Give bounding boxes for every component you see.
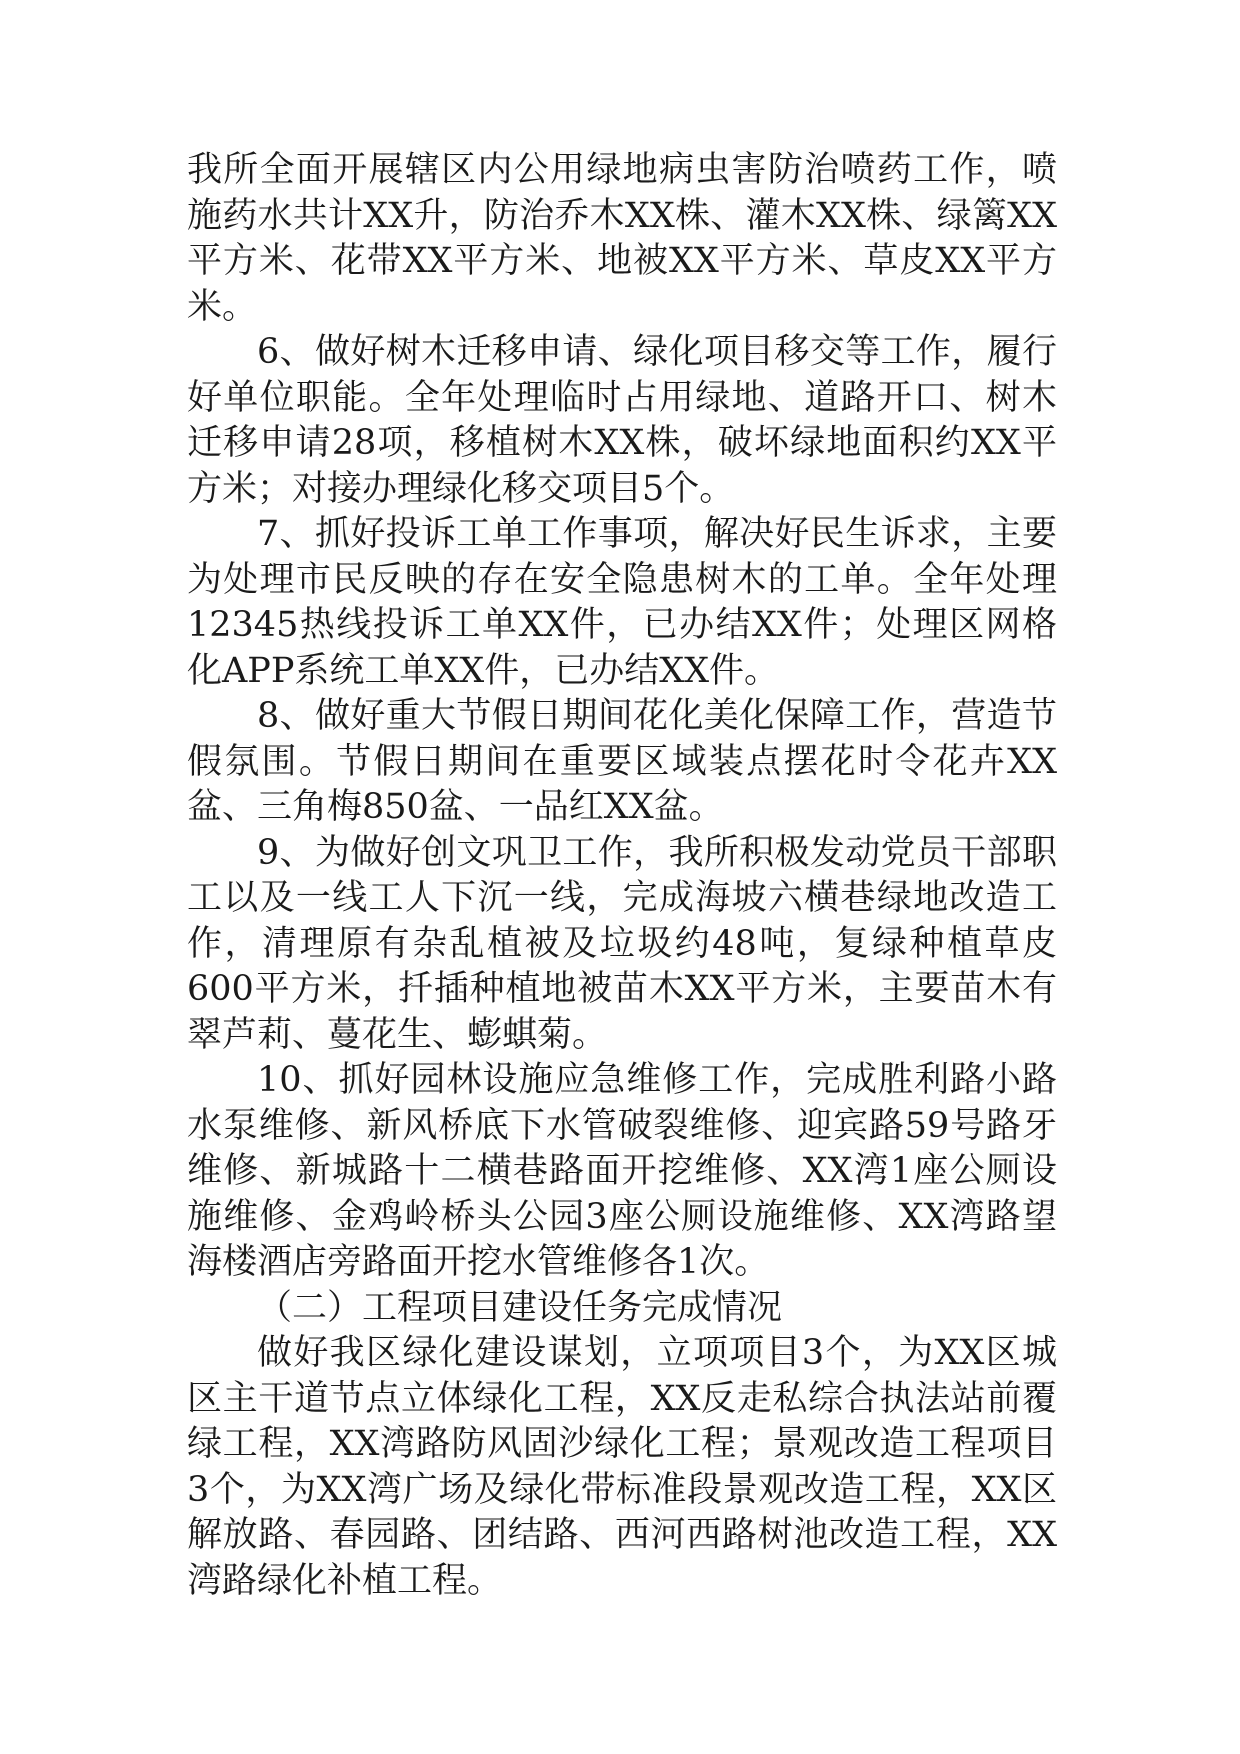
paragraph-item-6: 6、做好树木迁移申请、绿化项目移交等工作，履行好单位职能。全年处理临时占用绿地、道路开口、树木迁移申请28项，移植树木XX株，破坏绿地面积约XX平方米；对接办理绿化移交项目5个。 xyxy=(187,332,1057,509)
paragraph-item-9: 9、为做好创文巩卫工作，我所积极发动党员干部职工以及一线工人下沉一线，完成海坡六横巷绿地改造工作，清理原有杂乱植被及垃圾约48吨，复绿种植草皮600平方米，扦插种植地被苗木XX平方米，主要苗木有翠芦莉、蔓花生、蟛蜞菊。 xyxy=(187,832,1057,1055)
document-body xyxy=(187,148,1057,1604)
section-heading: （二）工程项目建设任务完成情况 xyxy=(257,1287,783,1328)
paragraph-item-10: 10、抓好园林设施应急维修工作，完成胜利路小路水泵维修、新风桥底下水管破裂维修、迎宾路59号路牙维修、新城路十二横巷路面开挖维修、XX湾1座公厕设施维修、金鸡岭桥头公园3座公厕设施维修、XX湾路望海楼酒店旁路面开挖水管维修各1次。 xyxy=(187,1060,1057,1282)
paragraph-projects: 做好我区绿化建设谋划，立项项目3个，为XX区城区主干道节点立体绿化工程，XX反走私综合执法站前覆绿工程，XX湾路防风固沙绿化工程；景观改造工程项目3个，为XX湾广场及绿化带标准段景观改造工程，XX区解放路、春园路、团结路、西河西路树池改造工程，XX湾路绿化补植工程。 xyxy=(187,1333,1057,1601)
paragraph-item-7: 7、抓好投诉工单工作事项，解决好民生诉求，主要为处理市民反映的存在安全隐患树木的工单。全年处理12345热线投诉工单XX件，已办结XX件；处理区网格化APP系统工单XX件，已办结XX件。 xyxy=(187,514,1057,691)
paragraph-continuation: 我所全面开展辖区内公用绿地病虫害防治喷药工作，喷施药水共计XX升，防治乔木XX株、灌木XX株、绿篱XX平方米、花带XX平方米、地被XX平方米、草皮XX平方米。 xyxy=(187,150,1057,327)
paragraph-item-8: 8、做好重大节假日期间花化美化保障工作，营造节假氛围。节假日期间在重要区域装点摆花时令花卉XX盆、三角梅850盆、一品红XX盆。 xyxy=(187,696,1057,827)
